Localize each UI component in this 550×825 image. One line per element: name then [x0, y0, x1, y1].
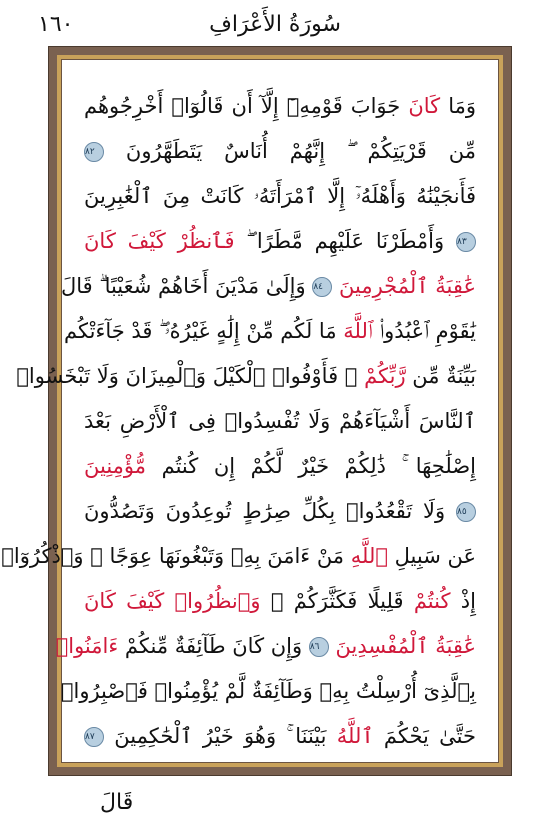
verse-line	[84, 84, 476, 129]
ayah-number-marker: ٨٤	[312, 277, 332, 297]
catchword: قَالَ	[100, 790, 134, 815]
verse-line	[84, 129, 476, 174]
verse-text: إِصْلَٰحِهَا ۚ ذَٰلِكُمْ خَيْرٌ لَّكُمْ إِن كُنتُم	[146, 454, 476, 478]
highlighted-text: فَٱنظُرْ كَيْفَ كَانَ	[84, 229, 235, 253]
verse-line	[84, 219, 476, 264]
verse-text: إِذْ	[450, 589, 476, 613]
verse-line	[84, 489, 476, 534]
verse-line	[60, 264, 476, 309]
highlighted-text: رَّبِّكُمْ	[364, 364, 406, 388]
verse-text	[329, 634, 336, 658]
ayah-number-marker: ٨٥	[456, 502, 476, 522]
verse-text: مَنْ ءَامَنَ بِهِۦ وَتَبْغُونَهَا عِوَجًا ۚ وَٱذْكُرُوٓا۟	[1, 544, 351, 568]
text-area	[1, 59, 499, 763]
verse-line	[84, 174, 476, 219]
verse-text: فَأَنجَيْنَٰهُ وَأَهْلَهُۥٓ إِلَّا ٱمْرَأَتَهُۥ كَانَتْ مِنَ ٱلْغَٰبِرِينَ	[84, 184, 476, 208]
verse-text: بَيْنَنَا ۚ وَهُوَ خَيْرُ ٱلْحَٰكِمِينَ	[104, 724, 337, 748]
verse-line	[84, 714, 476, 759]
verse-line	[1, 534, 476, 579]
page-number: ١٦٠	[38, 12, 74, 37]
verse-text: عَن سَبِيلِ	[387, 544, 476, 568]
verse-text: ٱلنَّاسَ أَشْيَآءَهُمْ وَلَا تُفْسِدُوا۟ فِى ٱلْأَرْضِ بَعْدَ	[84, 409, 476, 433]
verse-text: بِٱلَّذِىٓ أُرْسِلْتُ بِهِۦ وَطَآئِفَةٌ لَّمْ يُؤْمِنُوا۟ فَٱصْبِرُوا۟	[60, 679, 476, 703]
highlighted-text: كُنتُمْ	[413, 589, 451, 613]
verse-text: يَٰقَوْمِ ٱعْبُدُوا۟	[372, 319, 476, 343]
verse-line	[16, 354, 476, 399]
verse-text: وَإِلَىٰ مَدْيَنَ أَخَاهُمْ شُعَيْبًا ۗ قَالَ	[60, 274, 313, 298]
verse-line	[60, 669, 476, 714]
verse-text: بَيِّنَةٌ مِّن	[405, 364, 476, 388]
page-frame	[1, 46, 512, 776]
verse-text: حَتَّىٰ يَحْكُمَ	[373, 724, 476, 748]
highlighted-text: ٱللَّهُ	[336, 724, 374, 748]
ayah-number-marker: ٨٣	[456, 232, 476, 252]
highlighted-text: عَٰقِبَةُ ٱلْمُجْرِمِينَ	[339, 274, 476, 298]
verse-line	[84, 579, 476, 624]
verse-line	[64, 309, 476, 354]
verse-line	[84, 444, 476, 489]
verse-text: قَلِيلًا فَكَثَّرَكُمْ ۖ	[260, 589, 414, 613]
verse-text: وَأَمْطَرْنَا عَلَيْهِم مَّطَرًا ۖ	[234, 229, 456, 253]
highlighted-text: ءَامَنُوا۟	[55, 634, 119, 658]
page-header	[0, 8, 550, 48]
frame-gold-border	[1, 55, 503, 767]
highlighted-text: كَانَ	[408, 94, 441, 118]
verse-text: ۖ فَأَوْفُوا۟ ٱلْكَيْلَ وَٱلْمِيزَانَ وَلَا تَبْخَسُوا۟	[16, 364, 365, 388]
verse-text: مِّن قَرْيَتِكُمْ ۖ إِنَّهُمْ أُنَاسٌ يَتَطَهَّرُونَ	[104, 139, 476, 163]
verse-text: وَمَا	[440, 94, 476, 118]
verse-text: جَوَابَ قَوْمِهِۦٓ إِلَّآ أَن قَالُوٓا۟ أَخْرِجُوهُم	[84, 94, 409, 118]
verse-text	[332, 274, 339, 298]
ayah-number-marker: ٨٧	[84, 727, 104, 747]
verse-lines	[1, 84, 476, 759]
highlighted-text: عَٰقِبَةُ ٱلْمُفْسِدِينَ	[335, 634, 476, 658]
highlighted-text: ٱللَّهِ	[350, 544, 388, 568]
verse-text: وَلَا تَقْعُدُوا۟ بِكُلِّ صِرَٰطٍ تُوعِدُونَ وَتَصُدُّونَ	[84, 499, 456, 523]
highlighted-text: وَٱنظُرُوا۟ كَيْفَ كَانَ	[84, 589, 261, 613]
verse-line	[55, 624, 476, 669]
verse-text: مَا لَكُم مِّنْ إِلَٰهٍ غَيْرُهُۥ ۖ قَدْ جَآءَتْكُم	[64, 319, 344, 343]
highlighted-text: مُّؤْمِنِينَ	[84, 454, 147, 478]
surah-title: سُورَةُ الأَعْرَافِ	[209, 12, 341, 37]
ayah-number-marker: ٨٢	[84, 142, 104, 162]
highlighted-text: ٱللَّهَ	[343, 319, 373, 343]
verse-text: وَإِن كَانَ طَآئِفَةٌ مِّنكُمْ	[118, 634, 309, 658]
verse-line	[84, 399, 476, 444]
ayah-number-marker: ٨٦	[309, 637, 329, 657]
